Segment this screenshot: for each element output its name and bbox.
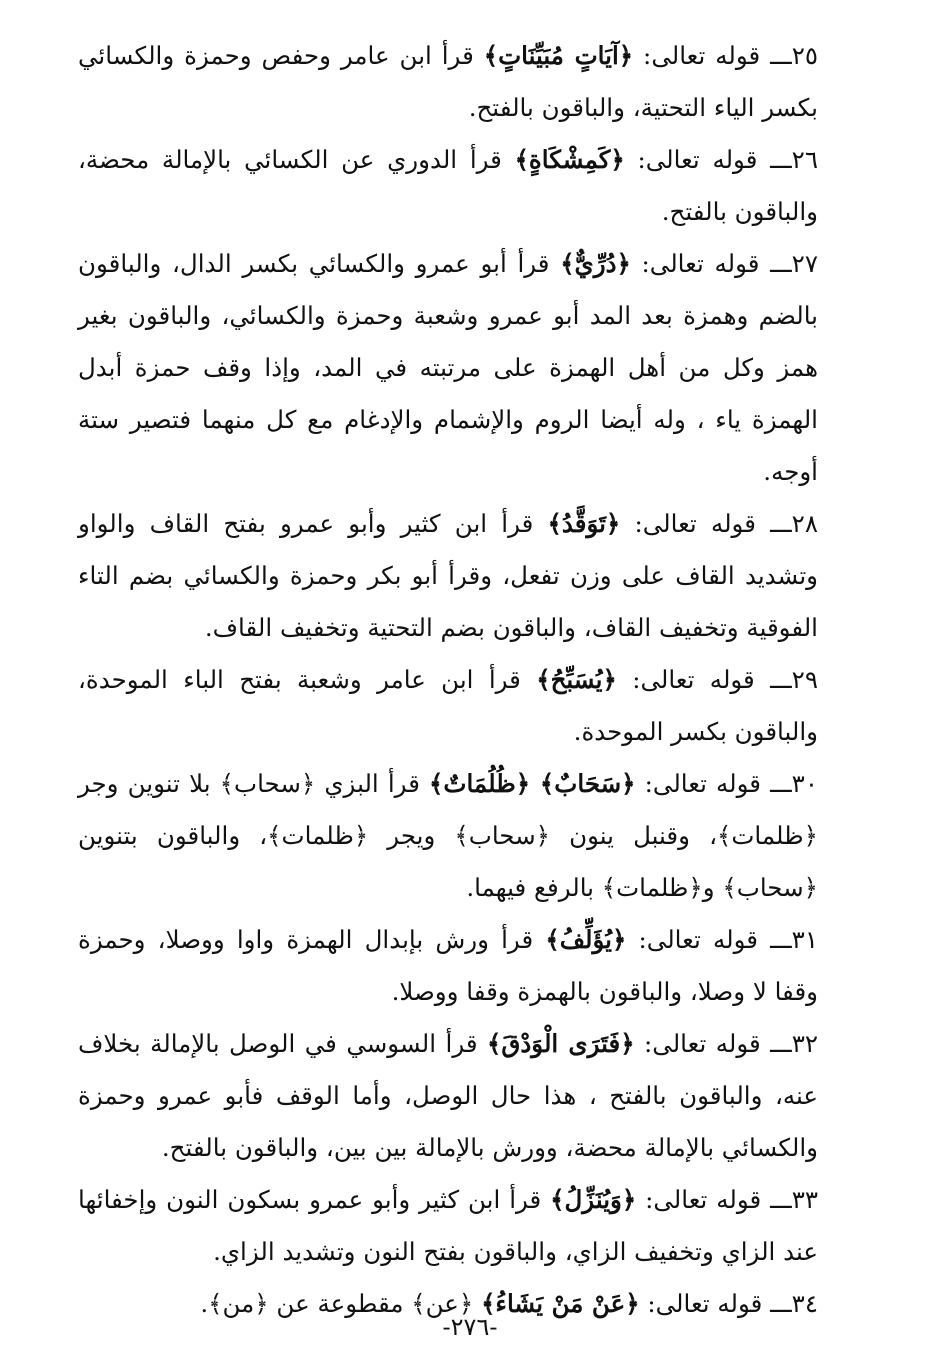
entry-29 xyxy=(78,654,818,758)
entry-number: ٣٠ xyxy=(791,769,818,798)
entry-25 xyxy=(78,30,818,134)
entry-intro: ـــ قوله تعالى: xyxy=(626,925,792,954)
entry-intro: ـــ قوله تعالى: xyxy=(634,1029,792,1058)
entry-number: ٢٦ xyxy=(791,145,818,174)
quran-verse: ﴿عَنْ مَنْ يَشَاءُ﴾ xyxy=(481,1289,640,1318)
entry-27 xyxy=(78,238,818,498)
entry-text: قرأ ابن عامر وحفص وحمزة والكسائي بكسر الياء التحتية، والباقون بالفتح. xyxy=(78,41,818,122)
quran-verse: ﴿وَيُنَزِّلُ﴾ xyxy=(550,1185,637,1214)
entry-text: قرأ ورش بإبدال الهمزة واوا ووصلا، وحمزة وقفا لا وصلا، والباقون بالهمزة وقفا ووصلا. xyxy=(78,925,818,1006)
quran-verse: ﴿يُؤَلِّفُ﴾ xyxy=(545,925,627,954)
entry-28 xyxy=(78,498,818,654)
quran-verse: ﴿آيَاتٍ مُبَيِّنَاتٍ﴾ xyxy=(483,41,634,70)
entry-32 xyxy=(78,1018,818,1174)
entry-text: قرأ ابن كثير وأبو عمرو بفتح القاف والواو وتشديد القاف على وزن تفعل، وقرأ أبو بكر وحمزة والكسائي بضم التاء الفوقية وتخفيف القاف، والباقون بضم التحتية وتخفيف القاف. xyxy=(78,509,818,642)
page-number: -٢٧٦- xyxy=(442,1313,498,1341)
entry-text: قرأ ابن كثير وأبو عمرو بسكون النون وإخفائها عند الزاي وتخفيف الزاي، والباقون بفتح النون وتشديد الزاي. xyxy=(78,1185,818,1266)
entry-number: ٢٥ xyxy=(791,41,819,70)
entry-31 xyxy=(78,914,818,1018)
entry-intro: ـــ قوله تعالى: xyxy=(616,665,792,694)
entry-text: ﴿عن﴾ مقطوعة عن ﴿من﴾. xyxy=(200,1289,482,1318)
entry-26 xyxy=(78,134,818,238)
entry-intro: ـــ قوله تعالى: xyxy=(636,1185,792,1214)
entry-number: ٢٧ xyxy=(791,249,818,278)
quran-verse: ﴿سَحَابٌ﴾ ﴿ظُلُمَاتٌ﴾ xyxy=(429,769,636,798)
entry-intro: ـــ قوله تعالى: xyxy=(639,1289,792,1318)
entry-text: قرأ أبو عمرو والكسائي بكسر الدال، والباقون بالضم وهمزة بعد المد أبو عمرو وشعبة وحمزة والكسائي، والباقون بغير همز وكل من أهل الهمزة على مرتبته في المد، وإذا وقف حمزة أبدل الهمزة ياء ، وله أيضا الروم والإشمام والإدغام مع كل منهما فتصير ستة أوجه. xyxy=(78,249,818,486)
entry-33 xyxy=(78,1174,818,1278)
quran-verse: ﴿دُرِّيٌّ﴾ xyxy=(560,249,631,278)
quran-verse: ﴿كَمِشْكَاةٍ﴾ xyxy=(514,145,625,174)
entry-intro: ـــ قوله تعالى: xyxy=(620,509,792,538)
entry-text: قرأ ابن عامر وشعبة بفتح الباء الموحدة، والباقون بكسر الموحدة. xyxy=(78,665,818,746)
entry-number: ٣٤ xyxy=(791,1289,818,1318)
quran-verse: ﴿فَتَرَى الْوَدْقَ﴾ xyxy=(487,1029,635,1058)
entry-number: ٣٢ xyxy=(791,1029,819,1058)
entry-text: قرأ البزي ﴿سحاب﴾ بلا تنوين وجر ﴿ظلمات﴾، وقنبل ينون ﴿سحاب﴾ ويجر ﴿ظلمات﴾، والباقون بتنوين ﴿سحاب﴾ و﴿ظلمات﴾ بالرفع فيهما. xyxy=(78,769,818,902)
quran-verse: ﴿يُسَبِّحُ﴾ xyxy=(536,665,617,694)
entry-30 xyxy=(78,758,818,914)
entry-number: ٢٨ xyxy=(791,509,818,538)
entry-intro: ـــ قوله تعالى: xyxy=(633,41,792,70)
entry-intro: ـــ قوله تعالى: xyxy=(630,249,792,278)
entry-text: قرأ السوسي في الوصل بالإمالة بخلاف عنه، والباقون بالفتح ، هذا حال الوصل، وأما الوقف فأبو عمرو وحمزة والكسائي بالإمالة محضة، وورش بالإمالة بين بين، والباقون بالفتح. xyxy=(78,1029,818,1162)
page-body xyxy=(78,30,818,1330)
entry-intro: ـــ قوله تعالى: xyxy=(635,769,792,798)
entry-number: ٣١ xyxy=(791,925,818,954)
quran-verse: ﴿تَوَقَّدُ﴾ xyxy=(547,509,621,538)
entry-intro: ـــ قوله تعالى: xyxy=(624,145,792,174)
entry-text: قرأ الدوري عن الكسائي بالإمالة محضة، والباقون بالفتح. xyxy=(78,145,818,226)
entry-number: ٢٩ xyxy=(791,665,818,694)
entry-number: ٣٣ xyxy=(791,1185,819,1214)
